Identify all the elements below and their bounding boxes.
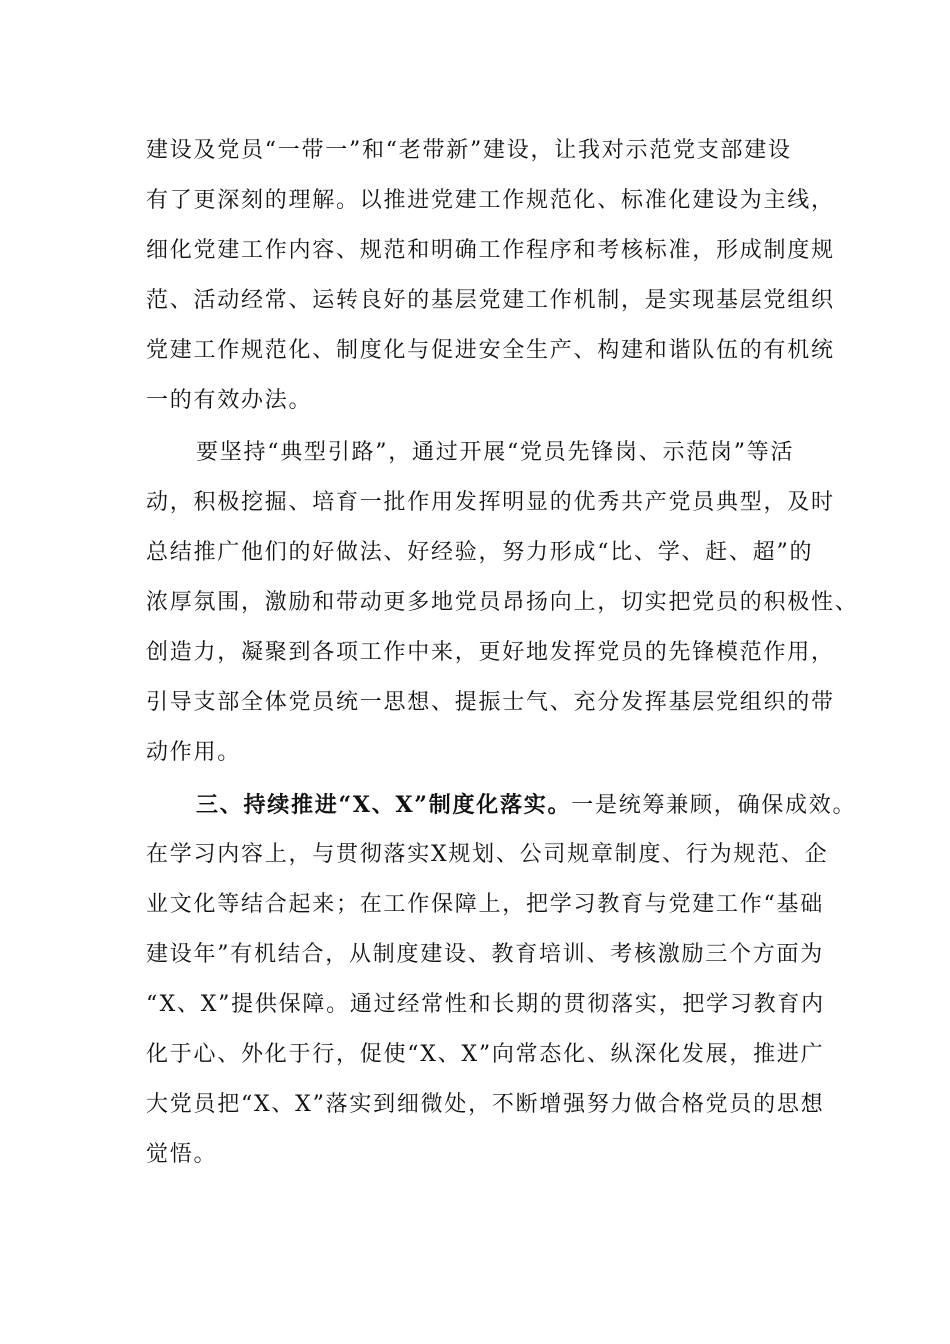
section-3-line-3: 业文化等结合起来；在工作保障上，把学习教育与党建工作“基础 [146, 892, 824, 917]
paragraph-1-line-5: 党建工作规范化、制度化与促进安全生产、构建和谐队伍的有机统 [146, 338, 835, 363]
section-3-line-8: 觉悟。 [146, 1142, 218, 1167]
paragraph-2-line-3: 总结推广他们的好做法、好经验，努力形成“比、学、赶、超”的 [146, 540, 814, 565]
paragraph-1-line-2: 有了更深刻的理解。以推进党建工作规范化、标准化建设为主线， [146, 188, 835, 213]
paragraph-2-line-5: 创造力，凝聚到各项工作中来，更好地发挥党员的先锋模范作用， [146, 640, 835, 665]
section-3-heading: 三、持续推进“X、X”制度化落实。 [196, 792, 572, 818]
paragraph-2-line-4: 浓厚氛围，激励和带动更多地党员昂扬向上，切实把党员的积极性、 [146, 590, 859, 615]
section-3-line-7: 大党员把“X、X”落实到细微处，不断增强努力做合格党员的思想 [146, 1092, 825, 1117]
section-3-line-6: 化于心、外化于行，促使“X、X”向常态化、纵深化发展，推进广 [146, 1042, 825, 1067]
paragraph-2-line-7: 动作用。 [146, 740, 242, 765]
section-3-first-line-rest: 一是统筹兼顾，确保成效。 [571, 793, 857, 818]
paragraph-2-line-1: 要坚持“典型引路”，通过开展“党员先锋岗、示范岗”等活 [196, 440, 795, 465]
section-3-first-line [196, 791, 856, 820]
section-3-line-5: “X、X”提供保障。通过经常性和长期的贯彻落实，把学习教育内 [146, 992, 825, 1017]
section-3-line-2: 在学习内容上，与贯彻落实X规划、公司规章制度、行为规范、企 [146, 842, 829, 867]
section-3-line-4: 建设年”有机结合，从制度建设、教育培训、考核激励三个方面为 [146, 942, 824, 967]
paragraph-1-line-6: 一的有效办法。 [146, 388, 313, 413]
paragraph-2-line-2: 动，积极挖掘、培育一批作用发挥明显的优秀共产党员典型，及时 [146, 490, 835, 515]
paragraph-1-line-4: 范、活动经常、运转良好的基层党建工作机制，是实现基层党组织 [146, 288, 835, 313]
paragraph-2-line-6: 引导支部全体党员统一思想、提振士气、充分发挥基层党组织的带 [146, 690, 835, 715]
paragraph-1-line-3: 细化党建工作内容、规范和明确工作程序和考核标准，形成制度规 [146, 238, 835, 263]
paragraph-1-line-1: 建设及党员“一带一”和“老带新”建设，让我对示范党支部建设 [146, 138, 792, 163]
